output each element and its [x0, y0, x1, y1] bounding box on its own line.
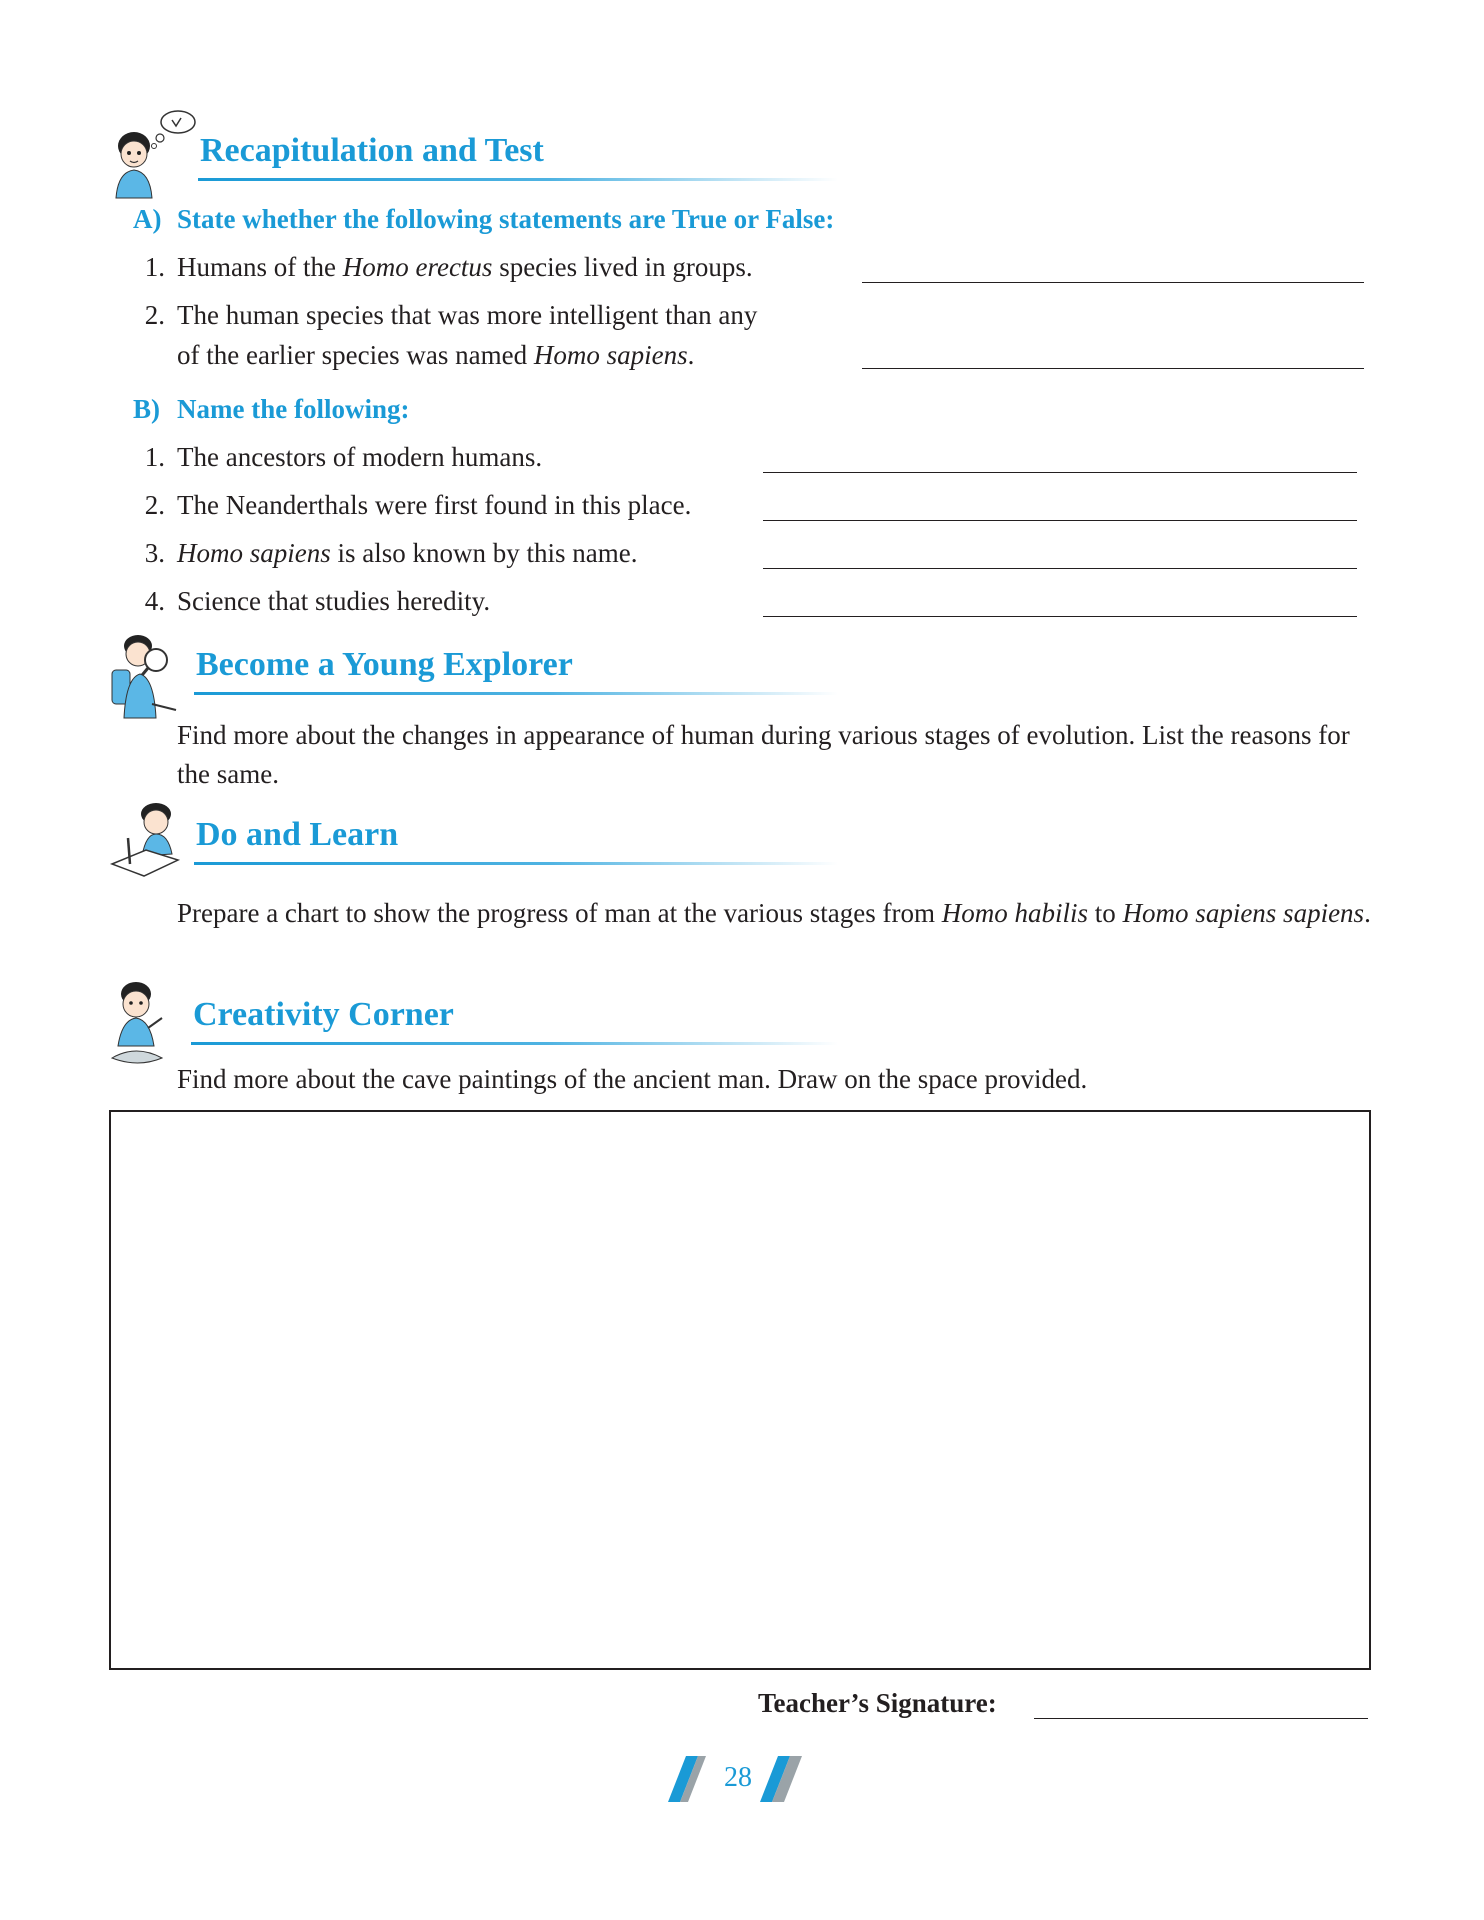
creativity-heading: Creativity Corner — [193, 996, 454, 1033]
question-a2-line1: 2. The human species that was more intelligent than any — [144, 300, 758, 330]
part-b-instruction: Name the following: — [177, 394, 410, 424]
part-b-label: B) — [133, 394, 160, 424]
creativity-text: Find more about the cave paintings of the ancient man. Draw on the space provided. — [177, 1064, 1088, 1094]
right-slash-decoration — [760, 1756, 804, 1804]
answer-line-b2[interactable] — [763, 520, 1357, 521]
teacher-signature-label: Teacher’s Signature: — [758, 1688, 997, 1718]
left-slash-decoration — [668, 1756, 708, 1804]
explorer-text: Find more about the changes in appearance of human during various stages of evolution. List the reasons for the same. — [177, 720, 1350, 789]
answer-line-a1[interactable] — [862, 282, 1364, 283]
page-number: 28 — [724, 1762, 752, 1793]
part-a-instruction: State whether the following statements are True or False: — [177, 204, 835, 234]
answer-line-b4[interactable] — [763, 616, 1357, 617]
question-a1: 1. Humans of the Homo erectus species lived in groups. — [144, 252, 753, 282]
creativity-heading-rule — [191, 1042, 838, 1045]
question-b3: 3. Homo sapiens is also known by this name. — [144, 538, 638, 568]
explorer-heading: Become a Young Explorer — [196, 646, 573, 683]
do-learn-heading: Do and Learn — [196, 816, 399, 853]
question-b4: 4. Science that studies heredity. — [144, 586, 491, 616]
thinking-boy-icon — [108, 108, 196, 200]
teacher-signature-line[interactable] — [1034, 1718, 1368, 1719]
recap-heading-rule — [198, 178, 838, 181]
question-a2-line2: of the earlier species was named Homo sapiens. — [177, 340, 695, 370]
answer-line-a2[interactable] — [862, 368, 1364, 369]
recap-heading: Recapitulation and Test — [200, 132, 544, 169]
explorer-boy-icon — [108, 632, 180, 720]
answer-line-b3[interactable] — [763, 568, 1357, 569]
part-a-label: A) — [133, 204, 162, 234]
do-learn-text: Prepare a chart to show the progress of man at the various stages from Homo habilis to Homo sapiens sapiens. — [177, 898, 1371, 928]
writing-boy-icon — [108, 800, 188, 880]
drawing-area[interactable] — [109, 1110, 1371, 1670]
do-learn-heading-rule — [194, 862, 838, 865]
question-b1: 1. The ancestors of modern humans. — [144, 442, 543, 472]
painting-boy-icon — [108, 980, 166, 1070]
answer-line-b1[interactable] — [763, 472, 1357, 473]
question-b2: 2. The Neanderthals were first found in this place. — [144, 490, 692, 520]
explorer-heading-rule — [194, 692, 838, 695]
